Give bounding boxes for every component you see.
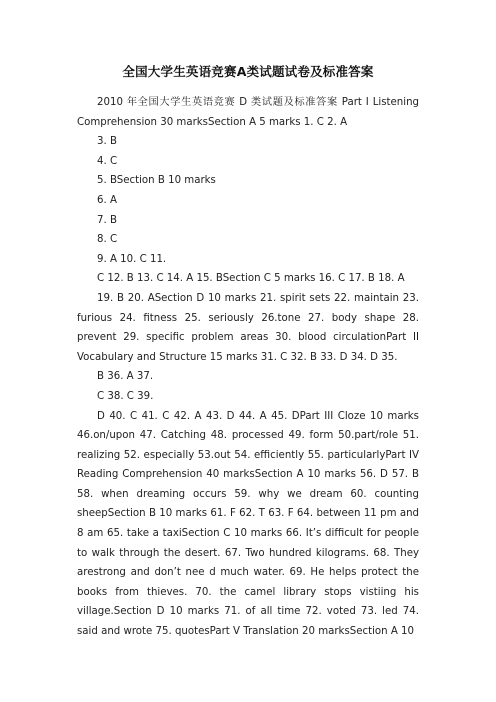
paragraph: D 40. C 41. C 42. A 43. D 44. A 45. DPart III Cloze 10 marks 46.on/upon 47. Catching 48. processed 49. form 50.part/role 51. realizing 52. especially 53.out 54. efficiently 55. particularlyPart IV Reading Comprehension 40 marksSection A 10 marks 56. D 57. B 58. when dreaming occurs 59. why we dream 60. counting sheepSection B 10 marks 61. F 62. T 63. F 64. between 11 pm and 8 am 65. take a taxiSection C 10 marks 66. It’s difficult for people to walk through the desert. 67. Two hundred kilograms. 68. They arestrong and don’t nee d much water. 69. He helps protect the books from thieves. 70. the camel library stops vistiing his village.Section D 10 marks 71. of all time 72. voted 73. led 74. said and wrote 75. quotesPart V Translation 20 marksSection A 10	[77, 410, 419, 638]
document-body	[77, 93, 419, 642]
answer-line: 3. B	[97, 136, 117, 148]
answer-line: 5. BSection B 10 marks	[97, 175, 216, 187]
answer-line: C 38. C 39.	[97, 390, 154, 402]
document-title: 全国大学生英语竞赛A类试题试卷及标准答案	[122, 64, 374, 79]
paragraph: 19. B 20. ASection D 10 marks 21. spirit sets 22. maintain 23. furious 24. fitness 25. seriously 26.tone 27. body shape 28. prevent 29. specific problem areas 30. blood circulationPart II Vocabulary and Structure 15 marks 31. C 32. B 33. D 34. D 35.	[77, 292, 419, 363]
answer-line: 9. A 10. C 11.	[97, 253, 167, 265]
paragraph: 2010 年全国大学生英语竞赛 D 类试题及标准答案 Part I Listening Comprehension 30 marksSection A 5 marks 1. C 2. A	[77, 97, 419, 128]
answer-line: 4. C	[97, 155, 118, 167]
answer-line: 7. B	[97, 214, 117, 226]
answer-line: C 12. B 13. C 14. A 15. BSection C 5 marks 16. C 17. B 18. A	[97, 273, 405, 285]
answer-line: 6. A	[97, 194, 117, 206]
answer-line: 8. C	[97, 234, 118, 246]
answer-line: B 36. A 37.	[97, 371, 154, 383]
